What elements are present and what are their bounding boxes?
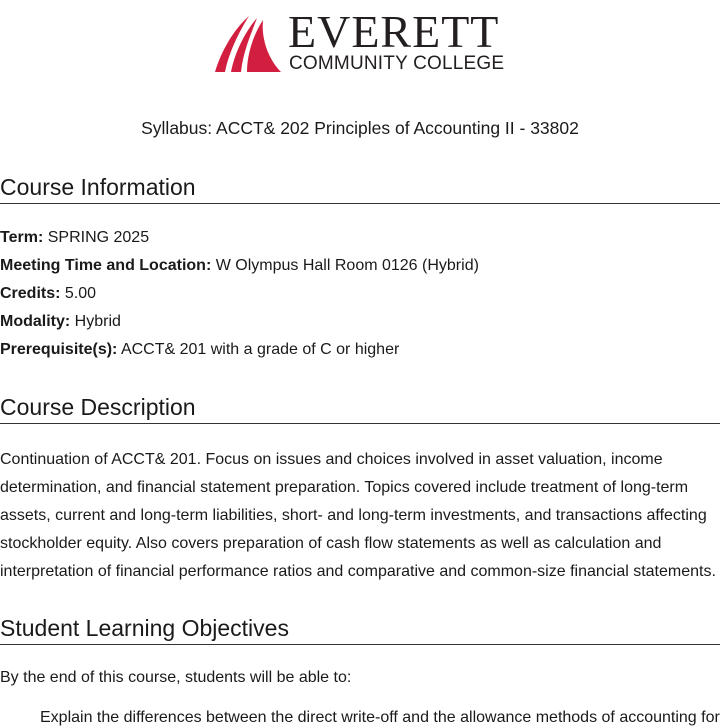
- info-meeting-label: Meeting Time and Location:: [0, 257, 212, 274]
- info-meeting: [0, 256, 479, 276]
- info-credits-value: 5.00: [64, 285, 97, 302]
- info-term-value: SPRING 2025: [47, 229, 150, 246]
- info-term-label: Term:: [0, 229, 44, 246]
- info-prerequisites-value: ACCT& 201 with a grade of C or higher: [120, 341, 400, 358]
- info-modality-label: Modality:: [0, 313, 71, 330]
- logo-arches-icon: [213, 12, 283, 74]
- course-information-heading: Course Information: [0, 173, 720, 204]
- objective-item: Explain the differences between the direct write-off and the allowance methods of accounting for: [40, 709, 720, 726]
- course-description-heading: Course Description: [0, 393, 720, 424]
- learning-objectives-list: [40, 708, 720, 728]
- info-term: [0, 228, 149, 248]
- info-prerequisites: [0, 340, 399, 360]
- syllabus-title: Syllabus: ACCT& 202 Principles of Accounting II - 33802: [141, 118, 579, 138]
- logo-subtitle: COMMUNITY COLLEGE: [289, 53, 505, 74]
- logo-wordmark: EVERETT: [288, 6, 500, 57]
- info-prerequisites-label: Prerequisite(s):: [0, 341, 118, 358]
- info-credits-label: Credits:: [0, 285, 61, 302]
- learning-objectives-heading: Student Learning Objectives: [0, 614, 720, 645]
- college-logo: [213, 6, 508, 76]
- info-credits: [0, 284, 96, 304]
- info-modality-value: Hybrid: [74, 313, 121, 330]
- info-meeting-value: W Olympus Hall Room 0126 (Hybrid): [215, 257, 479, 274]
- learning-objectives-intro: By the end of this course, students will be able to:: [0, 669, 352, 686]
- info-modality: [0, 312, 121, 332]
- course-description-text: Continuation of ACCT& 201. Focus on issues and choices involved in asset valuation, income determination, and financial statement preparation. Topics covered include treatment of long-term assets, current and long-term liabilities, short- and long-term investments, and transactions affecting stockholder equity. Also covers preparation of cash flow statements as well as calculation and interpretation of financial performance ratios and comparative and common-size financial statements.: [0, 451, 716, 580]
